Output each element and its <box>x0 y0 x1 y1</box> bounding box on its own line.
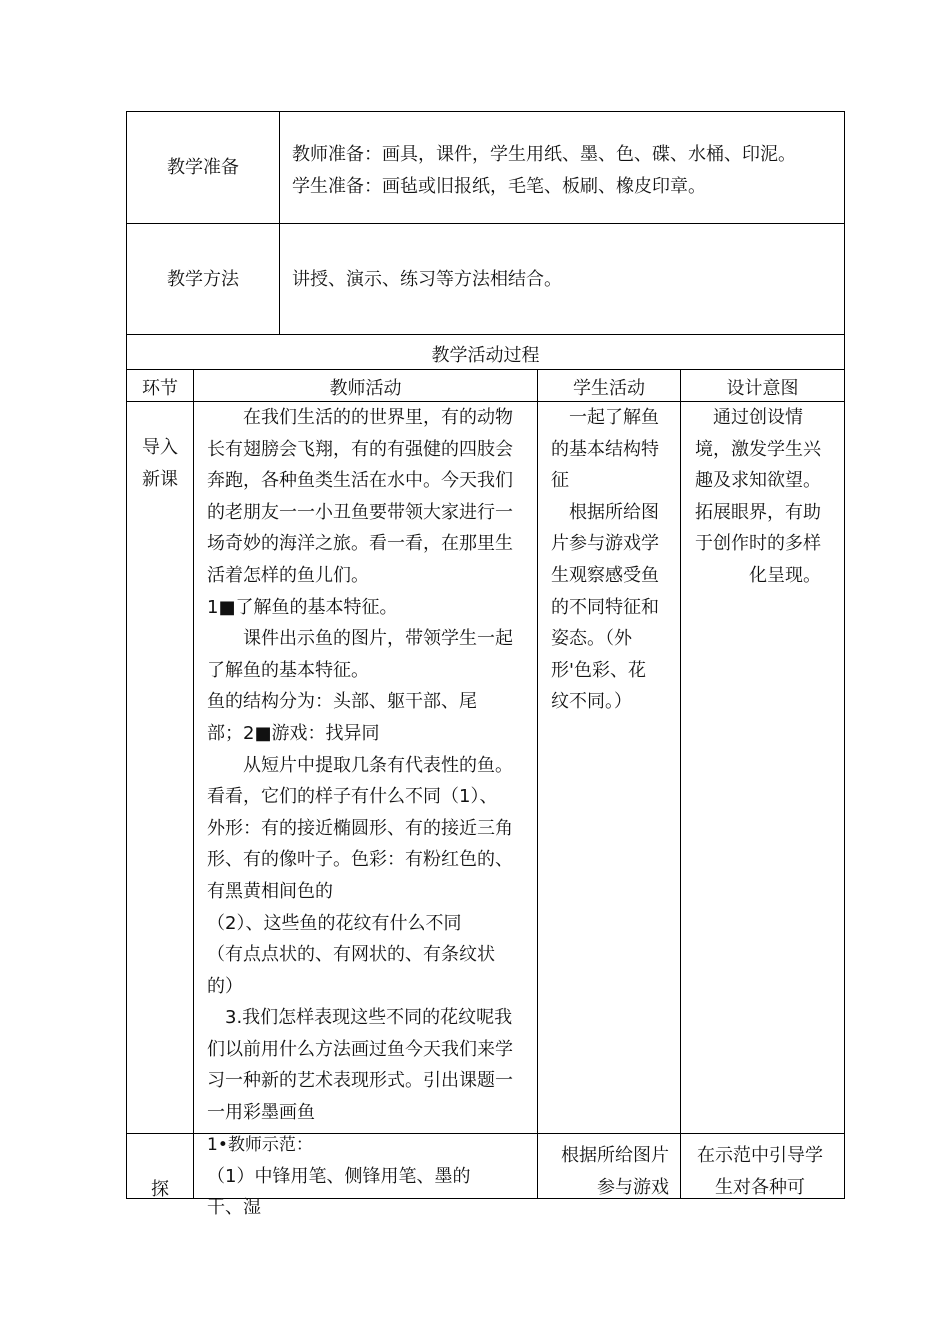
column-divider <box>680 369 681 1199</box>
student-line: 形'色彩、花 <box>551 659 646 681</box>
explore-teacher-cell <box>194 1134 537 1218</box>
teacher-line: 部；2■游戏：找异同 <box>207 722 380 744</box>
student-line: 征 <box>551 470 569 492</box>
teacher-line: 3.我们怎样表现这些不同的花纹呢我 <box>207 1007 513 1029</box>
table-right-border <box>844 111 845 1199</box>
teacher-line: （1）中锋用笔、侧锋用笔、墨的 <box>207 1166 471 1187</box>
teacher-line: 的老朋友一一小丑鱼要带领大家进行一 <box>207 501 513 523</box>
teacher-line: （有点点状的、有网状的、有条纹状 <box>207 944 495 966</box>
header-student-activity: 学生活动 <box>573 378 645 399</box>
design-line: 化呈现。 <box>695 564 821 586</box>
row-divider <box>126 223 845 224</box>
explore-stage: 探 <box>151 1179 169 1200</box>
teacher-line: 从短片中提取几条有代表性的鱼。 <box>207 754 513 776</box>
teacher-line: 形、有的像叶子。色彩：有粉红色的、 <box>207 849 513 871</box>
student-line: 纹不同。） <box>551 691 632 713</box>
intro-student-activity <box>551 402 659 718</box>
teacher-line: 看看，它们的样子有什么不同（1）、 <box>207 786 498 808</box>
design-line: 通过创设情 <box>695 407 803 428</box>
student-line: 片参与游戏学 <box>551 533 659 555</box>
teacher-line: 活着怎样的鱼儿们。 <box>207 564 369 586</box>
explore-stage-cell <box>127 1134 193 1198</box>
teacher-line: 在我们生活的的世界里，有的动物 <box>207 407 513 428</box>
prep-content <box>292 139 796 202</box>
teacher-line: 了解鱼的基本特征。 <box>207 659 369 681</box>
explore-design-cell <box>681 1134 844 1198</box>
design-line: 趣及求知欲望。 <box>695 470 821 492</box>
intro-stage-line: 导入 <box>142 437 178 458</box>
table-top-border <box>126 111 845 112</box>
teacher-line: 干、湿 <box>207 1197 261 1218</box>
method-text: 讲授、演示、练习等方法相结合。 <box>292 269 562 290</box>
header-stage: 环节 <box>142 378 178 399</box>
intro-design-intent <box>695 402 821 592</box>
student-line: 姿态。（外 <box>551 628 632 650</box>
teacher-line: 有黑黄相间色的 <box>207 880 333 902</box>
student-line: 生观察感受鱼 <box>551 564 659 586</box>
teacher-line: 一用彩墨画鱼 <box>207 1102 315 1124</box>
design-line: 在示范中引导学 <box>697 1145 823 1166</box>
teacher-line: 长有翅膀会飞翔，有的有强健的四肢会 <box>207 438 513 460</box>
design-line: 拓展眼界，有助 <box>695 501 821 523</box>
teacher-line: 外形：有的接近椭圆形、有的接近三角 <box>207 817 513 839</box>
row-divider <box>126 334 845 335</box>
teacher-line: 习一种新的艺术表现形式。引出课题一 <box>207 1070 513 1092</box>
header-design-intent: 设计意图 <box>726 378 799 399</box>
teacher-line: 1■了解鱼的基本特征。 <box>207 596 398 618</box>
student-line: 一起了解鱼 <box>551 407 659 428</box>
student-line: 根据所给图片 <box>561 1145 669 1166</box>
teacher-line: 奔跑，各种鱼类生活在水中。今天我们 <box>207 470 513 492</box>
design-line: 生对各种可 <box>697 1176 805 1198</box>
explore-teacher-activity <box>207 1130 470 1223</box>
teacher-line: 1•教师示范： <box>207 1135 313 1155</box>
explore-student-cell <box>538 1134 680 1198</box>
student-line: 的基本结构特 <box>551 438 659 460</box>
column-divider <box>279 111 280 335</box>
explore-design-intent <box>697 1140 823 1203</box>
student-line: 的不同特征和 <box>551 596 659 618</box>
column-divider <box>537 369 538 1199</box>
teacher-line: 鱼的结构分为：头部、躯干部、尾 <box>207 691 477 713</box>
prep-teacher-line: 教师准备：画具，课件，学生用纸、墨、色、碟、水桶、印泥。 <box>292 144 796 165</box>
design-line: 于创作时的多样 <box>695 533 821 555</box>
column-divider <box>193 369 194 1199</box>
teacher-line: 们以前用什么方法画过鱼今天我们来学 <box>207 1038 513 1060</box>
explore-student-activity <box>561 1140 669 1203</box>
prep-student-line: 学生准备：画毡或旧报纸，毛笔、板刷、橡皮印章。 <box>292 175 706 197</box>
teacher-line: 的） <box>207 975 243 997</box>
student-line: 参与游戏 <box>561 1176 669 1198</box>
teacher-line: （2）、这些鱼的花纹有什么不同 <box>207 912 462 934</box>
intro-teacher-activity <box>207 402 513 1129</box>
teacher-line: 场奇妙的海洋之旅。看一看，在那里生 <box>207 533 513 555</box>
intro-stage-line: 新课 <box>142 468 178 490</box>
student-line: 根据所给图 <box>551 501 659 523</box>
design-line: 境，激发学生兴 <box>695 438 821 460</box>
prep-label: 教学准备 <box>167 157 239 178</box>
process-title: 教学活动过程 <box>431 345 540 366</box>
method-label: 教学方法 <box>167 269 239 290</box>
intro-stage <box>127 432 193 495</box>
header-teacher-activity: 教师活动 <box>329 378 402 399</box>
teacher-line: 课件出示鱼的图片，带领学生一起 <box>207 628 513 650</box>
